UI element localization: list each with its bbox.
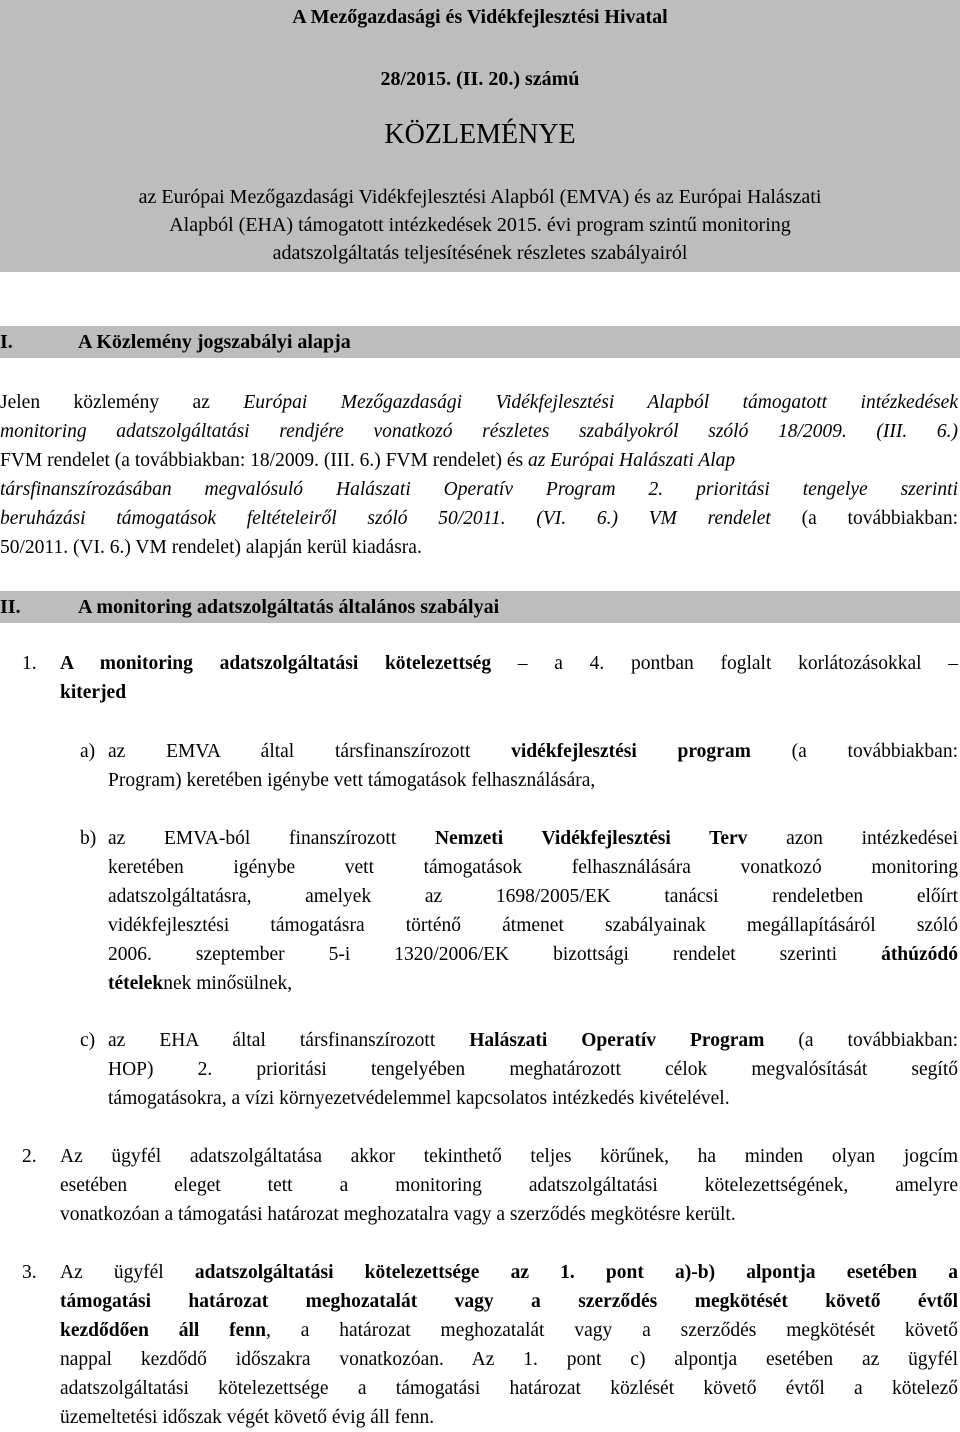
section-title: A Közlemény jogszabályi alapja (78, 331, 351, 353)
item-1-marker: 1. (22, 653, 37, 674)
section-number: I. (0, 331, 13, 353)
section-title: A monitoring adatszolgáltatás általános szabályai (78, 596, 500, 618)
notice-number: 28/2015. (II. 20.) számú (380, 68, 580, 90)
item-1c-marker: c) (80, 1030, 96, 1051)
subject-line-2: Alapból (EHA) támogatott intézkedések 2015. évi program szintű monitoring (169, 214, 791, 236)
item-1a-marker: a) (80, 741, 96, 762)
item-3-marker: 3. (22, 1262, 37, 1283)
document-type: KÖZLEMÉNYE (384, 119, 576, 150)
legal-basis-paragraph: Jelen közlemény az Európai Mezőgazdasági Vidékfejlesztési Alapból támogatott intézkedések monitoring adatszolgáltatási rendjére vonatkozó részletes szabályokról szóló 18/2009. (III. 6.) FVM rendelet (a továbbiakban: 18/2009. (III. 6.) FVM rendelet) és az Európai Halászati Alap társfinanszírozásában megvalósuló Halászati Operatív Program 2. prioritási tengelye szerinti beruházási támogatások feltételeiről szóló 50/2011. (VI. 6.) VM rendelet (a továbbiakban: 50/2011. (VI. 6.) VM rendelet) alapján kerül kiadásra. (0, 392, 958, 558)
section-heading-1 (0, 326, 960, 358)
subject-line-3: adatszolgáltatás teljesítésének részletes szabályairól (272, 242, 688, 264)
item-2-marker: 2. (22, 1146, 37, 1167)
item-1a-text: az EMVA által társfinanszírozott vidékfejlesztési program (a továbbiakban: Program) keretében igénybe vett támogatások felhasználására, (108, 741, 958, 791)
section-heading-2 (0, 591, 960, 623)
item-2-text: Az ügyfél adatszolgáltatása akkor tekinthető teljes körűnek, ha minden olyan jogcím esetében eleget tett a monitoring adatszolgáltatási kötelezettségének, amelyre vonatkozóan a támogatási határozat meghozatalra vagy a szerződés megkötésre került. (60, 1146, 958, 1225)
item-3-text: Az ügyfél adatszolgáltatási kötelezettsége az 1. pont a)-b) alpontja esetében a támogatási határozat meghozatalát vagy a szerződés megkötését követő évtől kezdődően áll fenn, a határozat meghozatalát vagy a szerződés megkötését követő nappal kezdődő időszakra vonatkozóan. Az 1. pont c) alpontja esetében az ügyfél adatszolgáltatási kötelezettsége a támogatási határozat közlését követő évtől a kötelező üzemeltetési időszak végét követő évig áll fenn. (60, 1262, 958, 1428)
item-1b-marker: b) (80, 828, 97, 849)
item-1b-text: az EMVA-ból finanszírozott Nemzeti Vidékfejlesztési Terv azon intézkedései keretében igénybe vett támogatások felhasználására vonatkozó monitoring adatszolgáltatásra, amelyek az 1698/2005/EK tanácsi rendeletben előírt vidékfejlesztési támogatásra történő átmenet szabályainak megállapításáról szóló 2006. szeptember 5-i 1320/2006/EK bizottsági rendelet szerinti áthúzódó tételeknek minősülnek, (108, 828, 958, 994)
subject-line-1: az Európai Mezőgazdasági Vidékfejlesztési Alapból (EMVA) és az Európai Halászati (138, 186, 822, 208)
item-1c-text: az EHA által társfinanszírozott Halászati Operatív Program (a továbbiakban: HOP) 2. prioritási tengelyében meghatározott célok megvalósítását segítő támogatásokra, a vízi környezetvédelemmel kapcsolatos intézkedés kivételével. (108, 1030, 958, 1109)
section-number: II. (0, 596, 21, 618)
title-block (0, 0, 960, 272)
issuing-agency: A Mezőgazdasági és Vidékfejlesztési Hivatal (292, 6, 668, 28)
item-1-text: A monitoring adatszolgáltatási kötelezettség – a 4. pontban foglalt korlátozásokkal – kiterjed (60, 653, 958, 703)
